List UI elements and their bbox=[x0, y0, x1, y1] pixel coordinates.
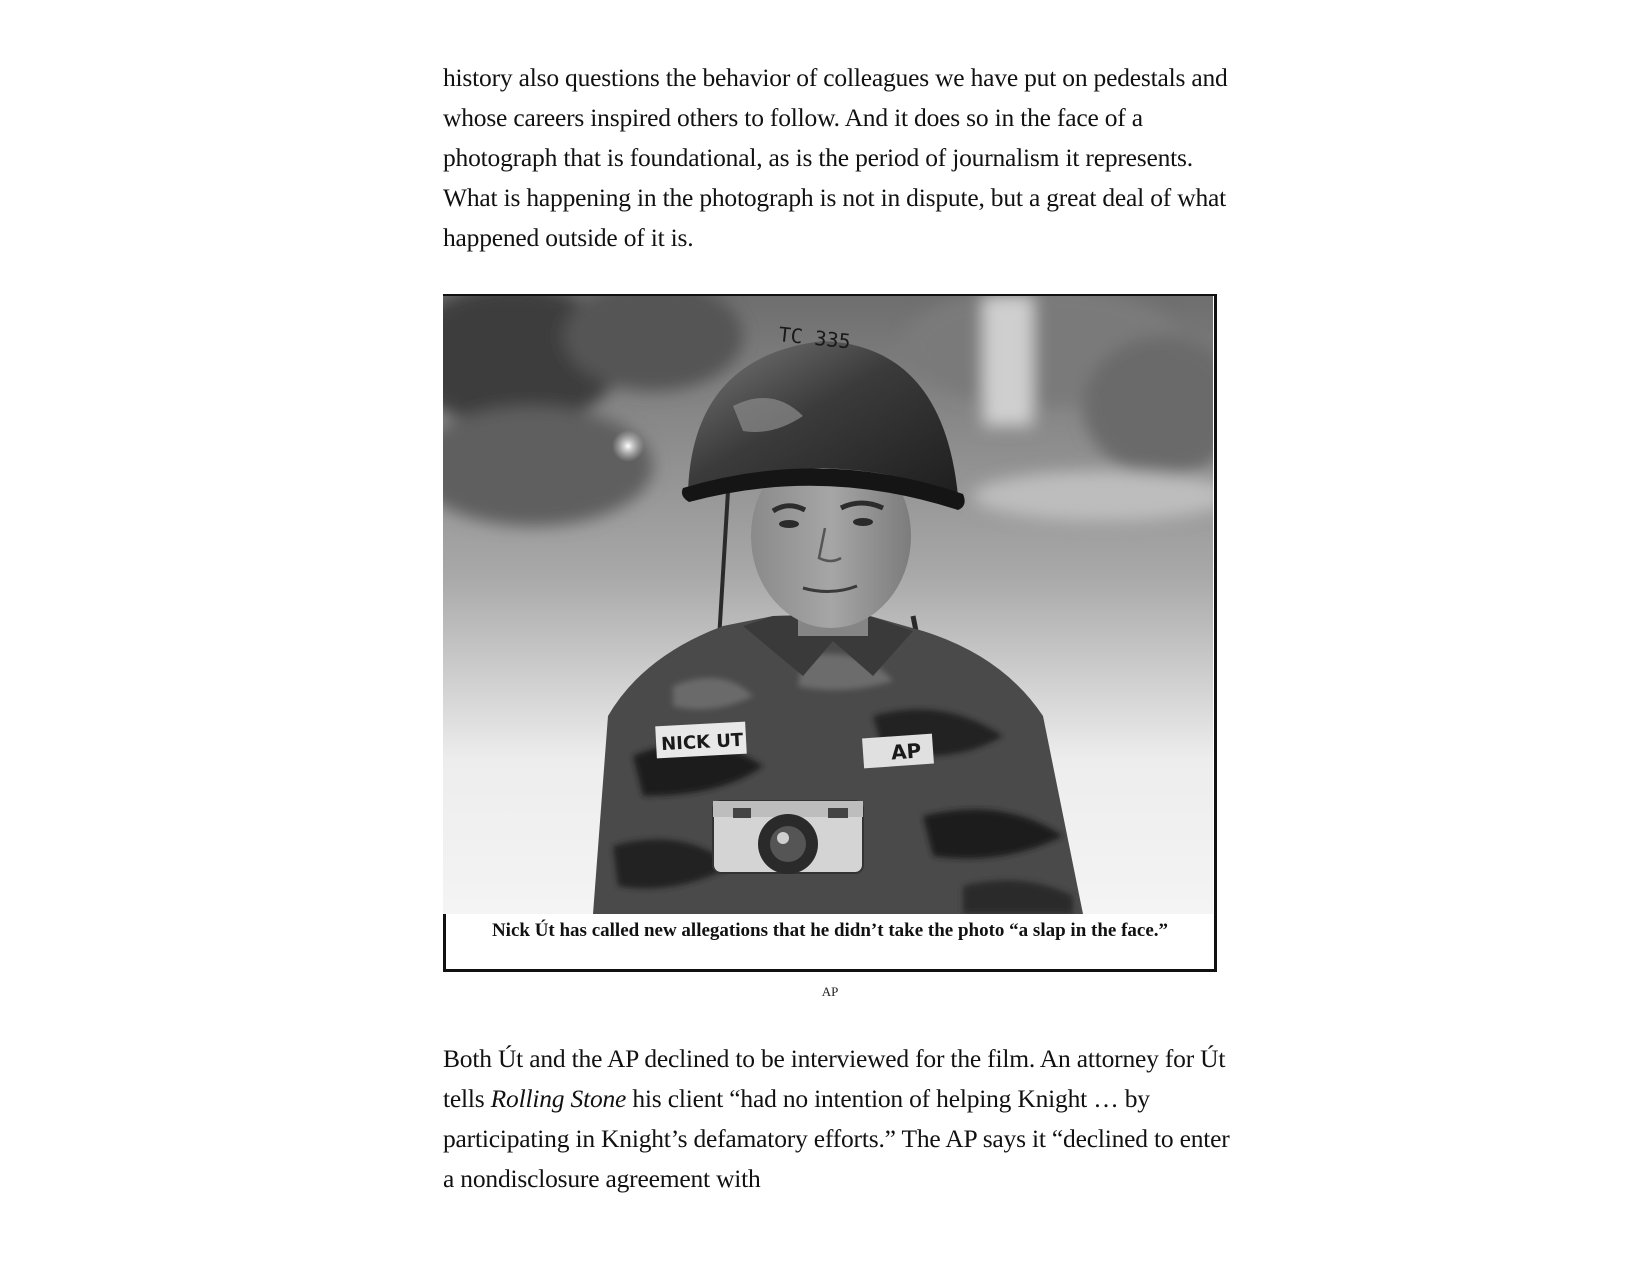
caption-box bbox=[443, 914, 1214, 971]
paragraph-text-start: Both Út and the AP declined to be interviewed for the film. An attorney for Út tells bbox=[443, 1044, 1226, 1113]
figure-caption: Nick Út has called new allegations that he didn’t take the photo “a slap in the face.” bbox=[491, 920, 1169, 941]
camera bbox=[713, 801, 863, 874]
name-tape-text: NICK UT bbox=[660, 729, 744, 756]
figure bbox=[443, 294, 1217, 972]
article-paragraph-top: history also questions the behavior of colleagues we have put on pedestals and whose careers inspired others to follow. And it does so in the face of a photograph that is foundational, as is the period of journalism it represents. What is happening in the photograph is not in dispute, but a great deal of what happened outside of it is. bbox=[443, 63, 1228, 252]
left-eye bbox=[779, 520, 799, 528]
article-paragraph-bottom bbox=[443, 1039, 1233, 1199]
bokeh-light bbox=[612, 430, 644, 462]
photograph bbox=[443, 296, 1213, 914]
press-tape-text: AP bbox=[890, 738, 922, 765]
paragraph-text-end: his client “had no intention of helping Knight … by participating in Knight’s defamatory efforts.” The AP says it “declined to enter a nondisclosure agreement with bbox=[443, 1084, 1230, 1193]
helmet-marking: TC 335 bbox=[777, 322, 852, 354]
publication-name: Rolling Stone bbox=[490, 1084, 627, 1113]
right-eye bbox=[853, 518, 873, 526]
photo-credit: AP bbox=[821, 984, 839, 999]
